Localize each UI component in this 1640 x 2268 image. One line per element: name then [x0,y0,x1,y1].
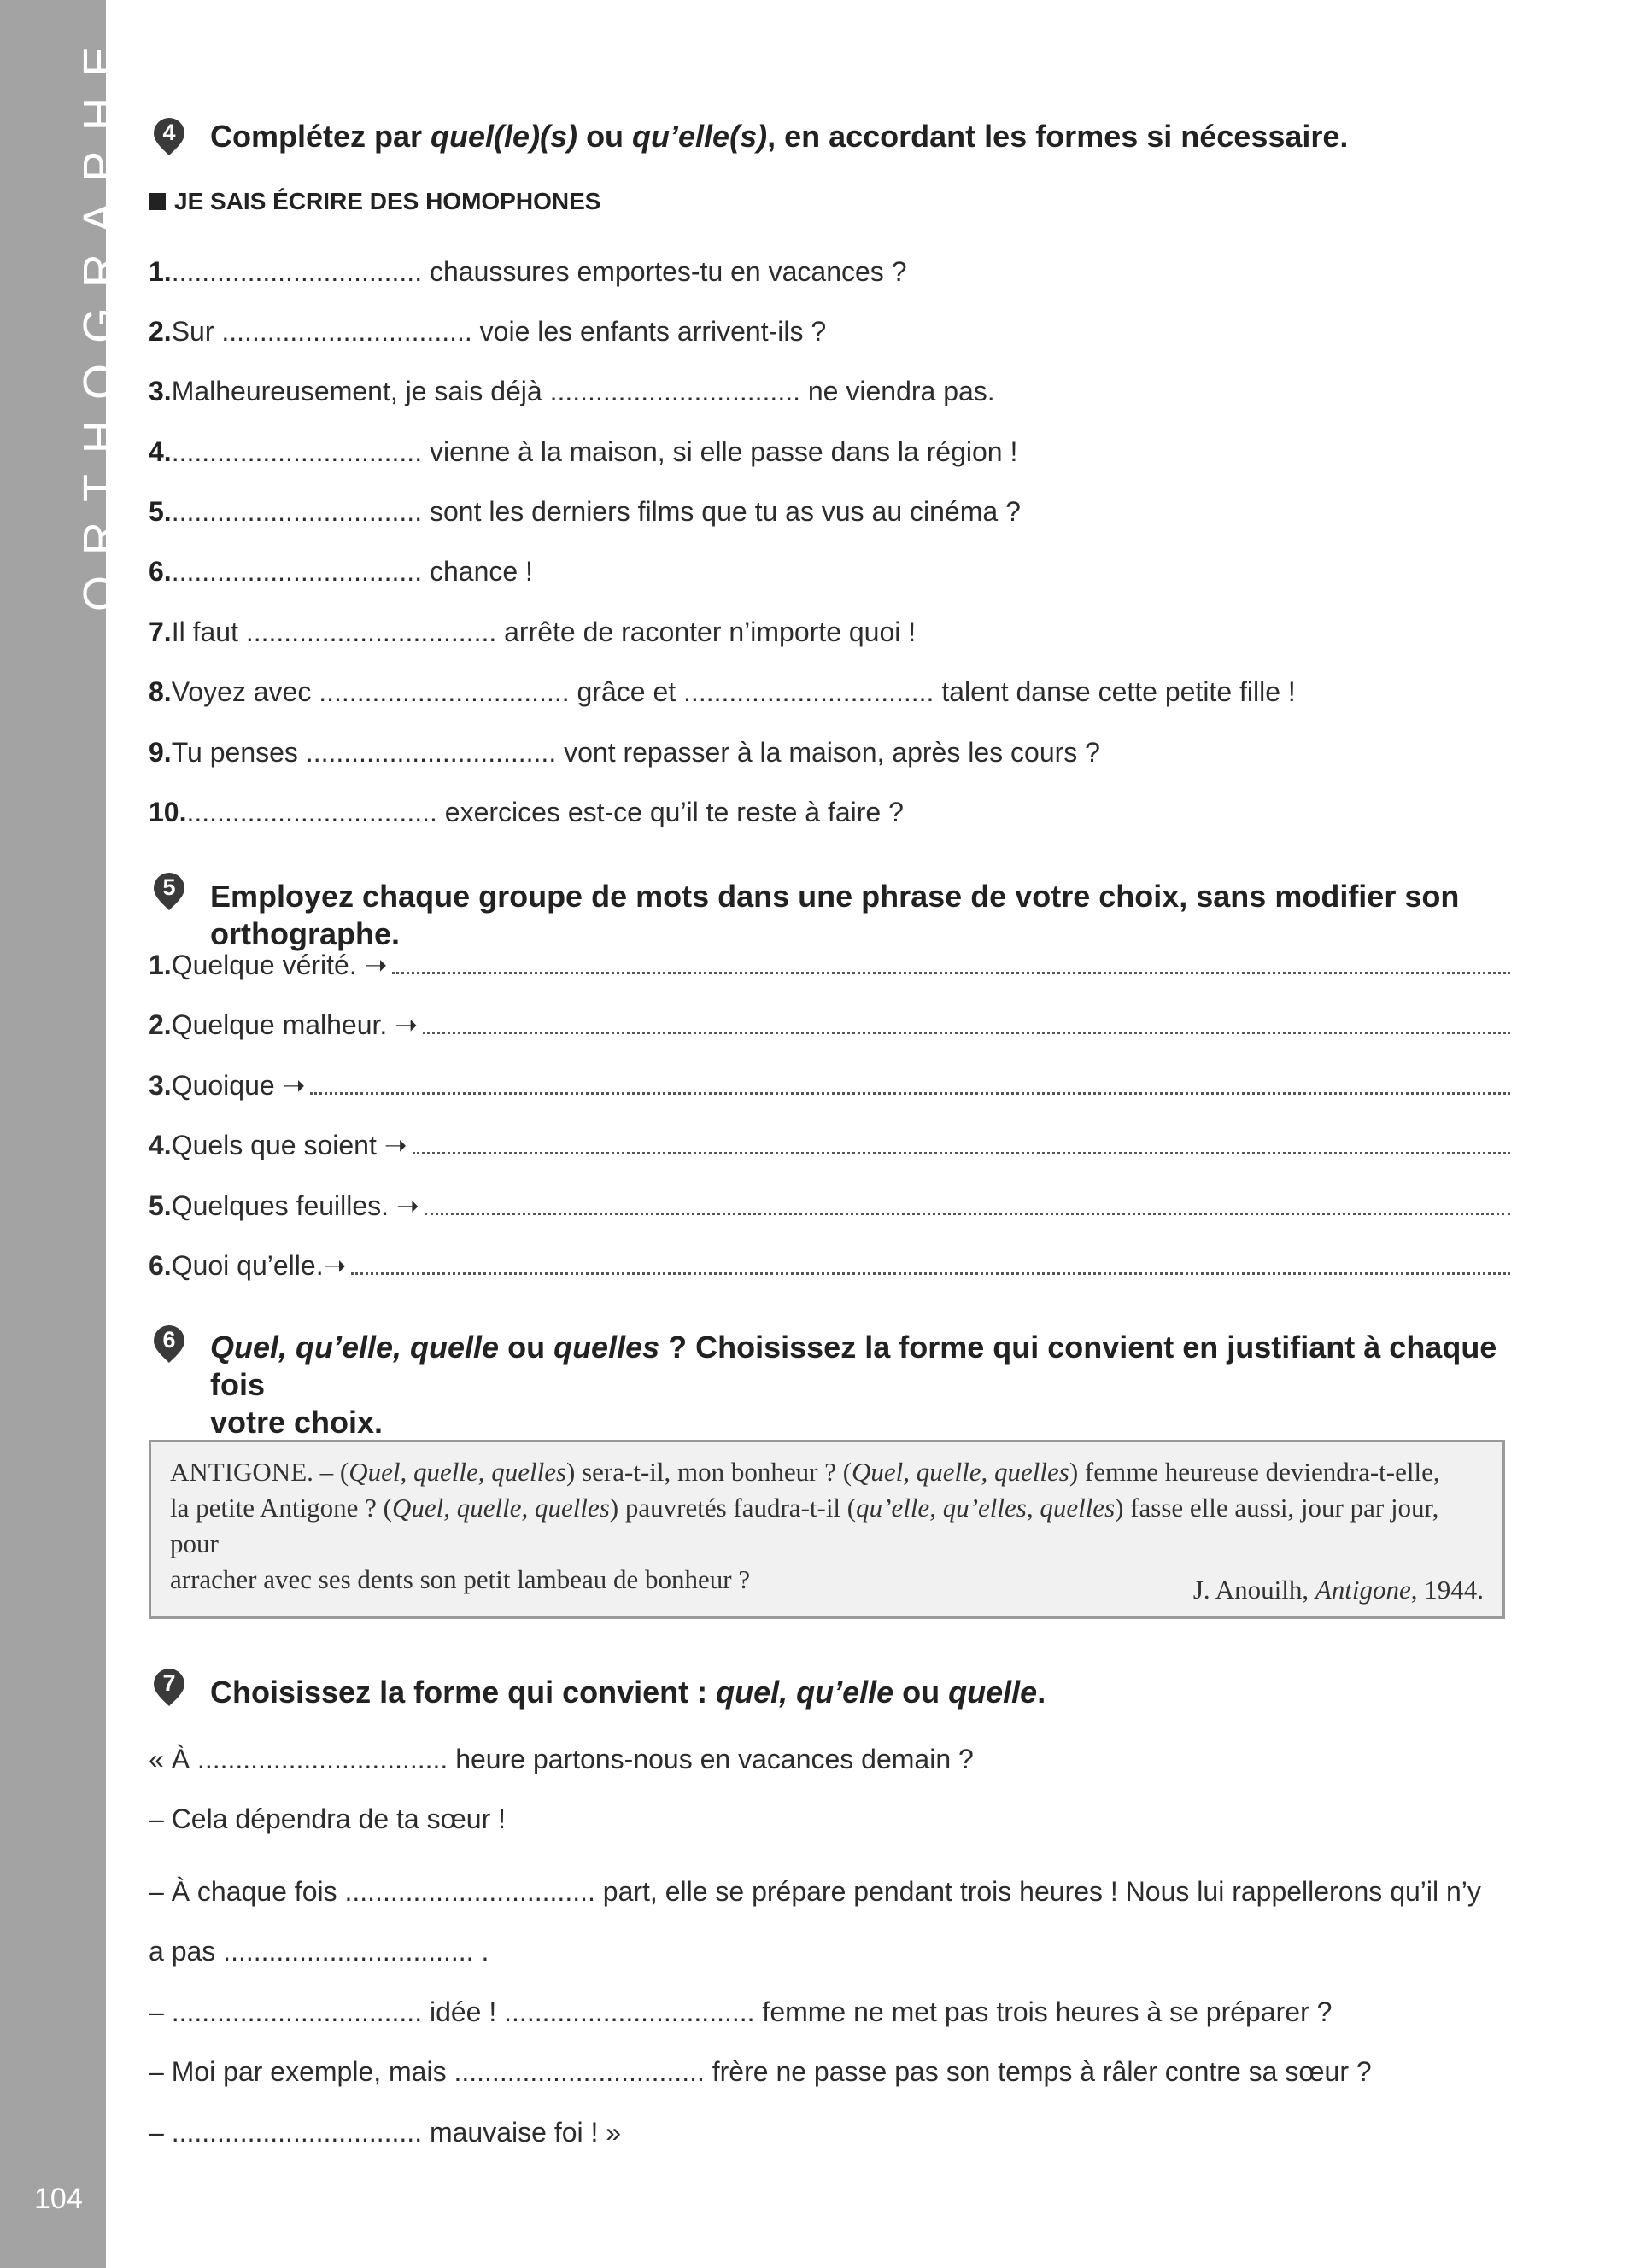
section-title: ORTHOGRAPHE [74,25,126,611]
dialogue-line: – ................................. mauvaise foi ! » [149,2117,622,2148]
dialogue-line: – Moi par exemple, mais ................................. frère ne passe pas son temps à râler contre sa sœur ? [149,2056,1372,2087]
sidebar [0,0,126,2268]
exercise-4-item: 7.Il faut ................................. arrête de raconter n’importe quoi ! [149,617,917,647]
exercise-number: 5 [162,874,176,900]
exercise-4-item: 8.Voyez avec ................................. grâce et ................................. talent danse cette petite fille ! [149,676,1296,707]
exercise-4-item: 9.Tu penses ................................. vont repasser à la maison, après les cours ? [149,737,1100,768]
quote-line: ANTIGONE. – (Quel, quelle, quelles) sera-t-il, mon bonheur ? (Quel, quelle, quelles) femme heureuse deviendra-t-elle, [170,1457,1440,1487]
exercise-7-heading: Choisissez la forme qui convient : quel, qu’elle ou quelle. [210,1675,1046,1710]
answer-dotted-line[interactable] [392,948,1510,974]
exercise-5-item: 5.Quelques feuilles. ➝ [149,1189,1510,1223]
exercise-6-heading: Quel, qu’elle, quelle ou quelles ? Choisissez la forme qui convient en justifiant à chaque fois votre choix. [210,1330,1497,1440]
dialogue-line: – ................................. idée ! ................................. femme ne met pas trois heures à se préparer ? [149,1996,1332,2027]
quote-line: la petite Antigone ? (Quel, quelle, quelles) pauvretés faudra-t-il (qu’elle, qu’elles, quelles) fasse elle aussi, jour par jour, pour [170,1493,1439,1558]
exercise-4-item: 2.Sur ................................. voie les enfants arrivent-ils ? [149,316,827,347]
dialogue-line: a pas ................................. . [149,1936,489,1967]
exercise-7-badge [152,1667,186,1708]
exercise-5-item: 2.Quelque malheur. ➝ [149,1008,1510,1042]
exercise-4-item: 6.................................. chance ! [149,556,533,587]
exercise-4-item: 10.................................. exercices est-ce qu’il te reste à faire ? [149,797,904,827]
quote-source: J. Anouilh, Antigone, 1944. [1192,1575,1484,1605]
exercise-4-heading: Complétez par quel(le)(s) ou qu’elle(s), en accordant les formes si nécessaire. [210,119,1349,154]
exercise-5-item: 1.Quelque vérité. ➝ [149,948,1510,982]
exercise-4-item: 1.................................. chaussures emportes-tu en vacances ? [149,256,907,287]
exercise-6-badge [152,1324,186,1365]
quote-box [149,1440,1505,1619]
answer-dotted-line[interactable] [413,1128,1510,1154]
exercise-5-badge [152,871,186,912]
exercise-number: 7 [162,1670,176,1696]
exercise-5-item: 6.Quoi qu’elle.➝ [149,1248,1510,1283]
exercise-4-item: 3.Malheureusement, je sais déjà ................................. ne viendra pas. [149,376,995,406]
square-bullet-icon [149,193,166,210]
dialogue-line: – Cela dépendra de ta sœur ! [149,1803,507,1834]
exercise-4-subheading: JE SAIS ÉCRIRE DES HOMOPHONES [149,188,600,215]
answer-dotted-line[interactable] [425,1189,1510,1215]
exercise-4-item: 5.................................. sont les derniers films que tu as vus au cinéma ? [149,496,1021,527]
answer-dotted-line[interactable] [310,1068,1510,1095]
exercise-number: 6 [162,1327,176,1353]
exercise-5-item: 3.Quoique ➝ [149,1068,1510,1102]
answer-dotted-line[interactable] [351,1248,1510,1275]
exercise-5-item: 4.Quels que soient ➝ [149,1128,1510,1162]
quote-line: arracher avec ses dents son petit lambeau de bonheur ? [170,1564,751,1594]
exercise-5-heading: Employez chaque groupe de mots dans une phrase de votre choix, sans modifier son orthographe. [210,879,1460,951]
dialogue-line: – À chaque fois ................................. part, elle se prépare pendant trois heures ! Nous lui rappellerons qu’il n’y [149,1876,1481,1907]
exercise-number: 4 [162,120,176,145]
answer-dotted-line[interactable] [423,1008,1510,1034]
exercise-4-badge [152,116,186,157]
page-number: 104 [34,2183,83,2215]
exercise-4-item: 4.................................. vienne à la maison, si elle passe dans la région ! [149,436,1018,467]
dialogue-line: « À ................................. heure partons-nous en vacances demain ? [149,1744,974,1774]
